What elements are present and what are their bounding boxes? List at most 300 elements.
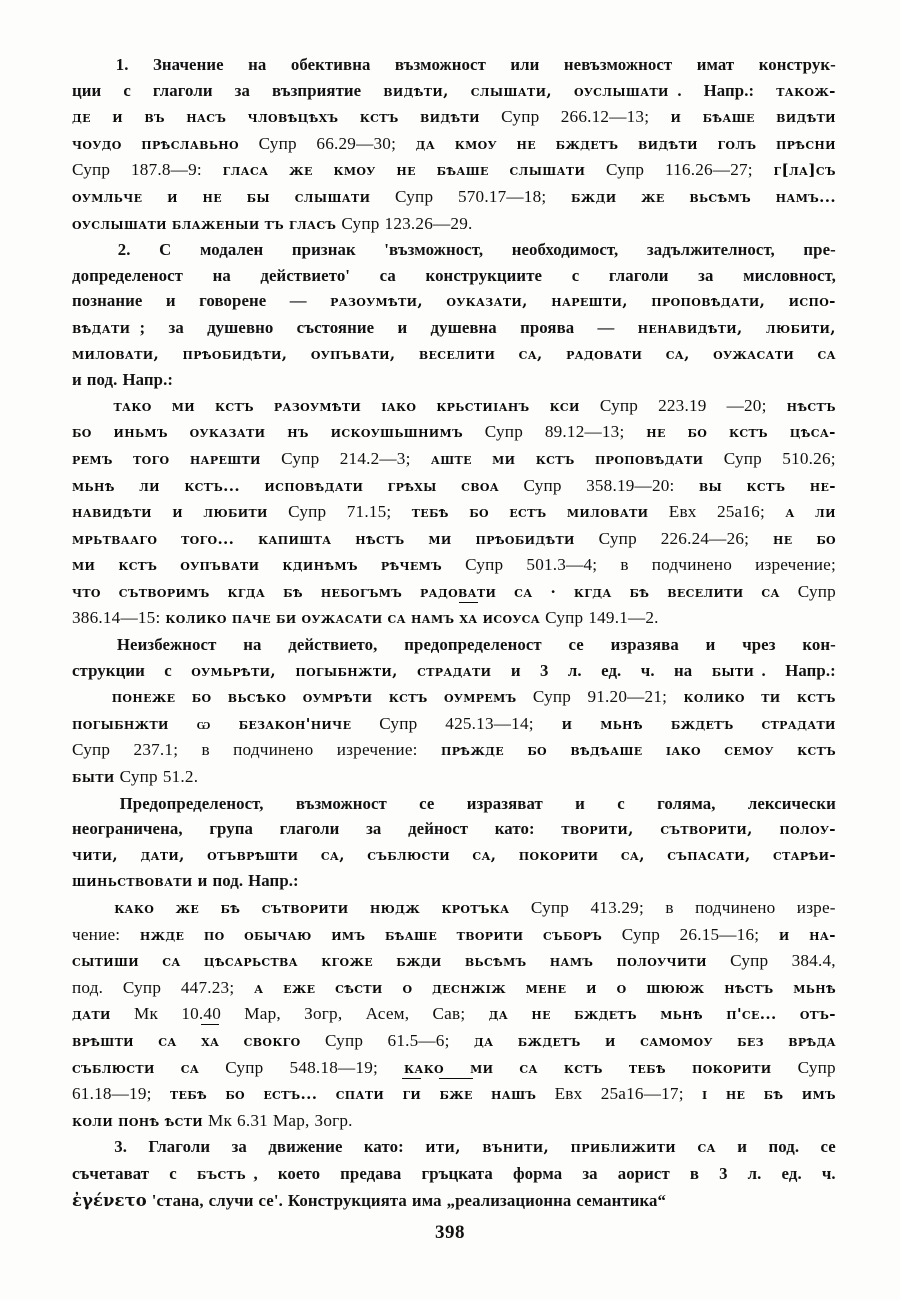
source-reference: 510.26;: [782, 448, 836, 468]
bulgarian-text: се: [820, 1137, 836, 1157]
source-reference: Супр: [484, 422, 523, 442]
source-reference: Евх: [668, 502, 697, 522]
bulgarian-text: действието': [260, 265, 351, 285]
ocs-citation-text: видѣти: [776, 108, 836, 127]
text-line: [72, 895, 836, 922]
source-reference: 358.19—20:: [586, 475, 675, 495]
bulgarian-text: на: [674, 660, 693, 680]
ocs-citation-text: вѣдѣаше: [570, 741, 643, 760]
text-line: [72, 288, 836, 315]
source-reference: Мар,: [244, 1004, 281, 1024]
ocs-citation-text: бо: [527, 741, 547, 760]
titlo-abbreviation: бже: [439, 1082, 472, 1108]
source-reference: подчинено: [651, 555, 733, 575]
ocs-citation-text: не-: [809, 476, 836, 495]
ocs-citation-text: сътворимъ: [118, 582, 210, 601]
ocs-citation-text: на-: [809, 925, 836, 944]
ocs-citation-text: имъ: [331, 925, 366, 944]
ocs-citation-text: паче: [231, 609, 272, 628]
ocs-citation-text: г[ла]съ: [773, 161, 836, 180]
source-reference: Супр: [621, 924, 661, 944]
ocs-citation-text: нюдж: [369, 899, 421, 917]
source-reference: Супр: [797, 1057, 836, 1077]
source-reference: 25а16—17;: [600, 1084, 684, 1104]
bulgarian-text: и: [165, 291, 176, 311]
source-reference: изре-: [796, 898, 836, 917]
bulgarian-text: 3.: [114, 1137, 127, 1157]
paragraph-section-predetermination: [72, 791, 836, 1135]
ocs-citation-text: навидѣти: [72, 503, 152, 522]
ocs-citation-text: бждетъ: [555, 134, 619, 153]
ocs-citation-text: бѣ: [220, 899, 241, 917]
ocs-citation-text: вьсѣмъ: [689, 187, 751, 206]
bulgarian-text: се'.: [258, 1190, 283, 1210]
ocs-citation-text: исповѣдати: [264, 476, 364, 495]
ocs-citation-text: кстъ: [563, 1058, 603, 1077]
source-reference: 425.13—14;: [445, 713, 534, 733]
ocs-citation-text: гласъ: [289, 214, 337, 233]
ocs-citation-text: шююж: [646, 978, 705, 997]
bulgarian-text: ч.: [821, 1163, 836, 1183]
ocs-citation-text: ми: [171, 396, 195, 415]
bulgarian-text: имат: [696, 55, 735, 74]
ocs-citation-text: са,: [518, 344, 543, 363]
ocs-citation-text: не: [646, 423, 666, 442]
bulgarian-text: възприятие: [271, 80, 362, 100]
bulgarian-text: пре-: [803, 240, 836, 260]
source-reference: 187.8—9:: [131, 160, 202, 180]
bulgarian-text: Значение: [152, 55, 224, 74]
bulgarian-text: душевно: [207, 317, 274, 337]
bulgarian-text: Напр.:: [248, 871, 299, 891]
ocs-citation-text: ιако: [381, 396, 417, 415]
bulgarian-text: състояние: [296, 317, 375, 337]
bulgarian-text: говорене: [199, 291, 267, 311]
ocs-citation-text: п'се...: [726, 1005, 777, 1024]
source-reference: Супр: [341, 213, 380, 233]
bulgarian-text: се: [419, 793, 435, 813]
source-reference: 123.26—29.: [384, 213, 473, 233]
ocs-citation-text: [402, 1082, 421, 1108]
bulgarian-text: глаголи: [152, 80, 213, 100]
ocs-citation-text: сытиши: [72, 952, 139, 971]
bulgarian-text: с: [169, 1163, 177, 1183]
source-reference: Супр: [797, 581, 836, 601]
ocs-citation-text: того: [133, 449, 170, 468]
ocs-citation-text: кдинѣмъ: [282, 556, 358, 575]
bulgarian-text: л.: [747, 1163, 762, 1183]
text-line: [72, 605, 836, 632]
ocs-citation-text: оуказати,: [446, 292, 528, 311]
bulgarian-text: и: [510, 660, 521, 680]
ocs-citation-text: имъ: [801, 1085, 836, 1104]
ocs-citation-text: не: [202, 187, 222, 206]
ocs-citation-text: би: [276, 609, 297, 628]
bulgarian-text: за: [366, 819, 382, 839]
ocs-citation-text: бждетъ: [670, 714, 734, 733]
ocs-citation-text: бжди: [396, 952, 442, 971]
source-reference: в: [665, 898, 674, 917]
source-reference: Супр: [523, 475, 562, 495]
ocs-citation-text: оужасати: [713, 344, 795, 363]
ocs-citation-text: са: [162, 952, 181, 971]
ocs-citation-text: ·: [550, 582, 557, 601]
ocs-citation-text: оупъвати,: [310, 344, 396, 363]
ocs-citation-text: кмоу: [333, 161, 376, 180]
bulgarian-text: ,: [253, 1163, 258, 1183]
ocs-citation-text: бѣ: [629, 582, 650, 601]
source-reference: Супр: [730, 951, 769, 971]
ocs-citation-text: кстъ: [797, 741, 836, 760]
paragraph-section-inevitability: [72, 632, 836, 791]
ocs-citation-text: нжде: [139, 925, 185, 944]
ocs-citation-text: мьнѣ: [72, 476, 115, 495]
ocs-citation-text: са: [697, 1138, 716, 1157]
ocs-citation-text: отъврѣшти: [207, 845, 299, 864]
ocs-citation-text: по: [203, 925, 225, 944]
bulgarian-text: обективна: [290, 55, 371, 74]
ocs-citation-text: намъ: [549, 952, 594, 971]
ocs-citation-text: крьстиιанъ: [436, 396, 530, 415]
ocs-citation-text: грѣхы: [387, 476, 437, 495]
text-line: [72, 367, 836, 393]
ocs-citation-text: ли: [139, 476, 160, 495]
ocs-citation-text: кстъ: [729, 423, 768, 442]
ocs-citation-text: ти: [761, 688, 781, 707]
ocs-citation-text: нарешти,: [551, 292, 628, 311]
bulgarian-text: кон-: [802, 635, 836, 655]
ocs-citation-text: са: [761, 582, 780, 601]
bulgarian-text: на: [243, 635, 262, 655]
source-reference: в: [201, 740, 210, 760]
bulgarian-text: признак: [291, 240, 356, 260]
bulgarian-text: —: [597, 317, 615, 337]
source-reference: Асем,: [365, 1004, 410, 1024]
text-line: [72, 1188, 836, 1214]
bulgarian-text: на: [248, 55, 267, 74]
ocs-citation-text: любити,: [765, 318, 836, 337]
ocs-citation-text: са: [387, 609, 406, 628]
source-reference: Супр: [72, 160, 111, 180]
text-line: [72, 816, 836, 843]
text-line: [72, 711, 836, 738]
bulgarian-text: проява: [520, 317, 575, 337]
source-reference: Мк: [207, 1110, 233, 1130]
bulgarian-text: 'стана,: [151, 1190, 204, 1210]
ocs-citation-text: бы: [246, 187, 270, 206]
text-line: [72, 499, 836, 526]
ocs-citation-text: да: [415, 134, 436, 153]
ocs-citation-text: съблюсти: [367, 845, 450, 864]
ocs-citation-text: са: [180, 1058, 200, 1077]
ocs-citation-text: ити,: [425, 1138, 461, 1157]
source-reference: 71.15;: [346, 502, 392, 522]
bulgarian-text: за: [234, 80, 250, 100]
ocs-citation-text: спати: [335, 1085, 385, 1104]
source-reference: 548.18—19;: [289, 1057, 378, 1077]
ocs-citation-text: не: [725, 1085, 746, 1104]
source-reference: Евх: [554, 1084, 583, 1104]
ocs-citation-text: бѣаше: [384, 925, 438, 944]
paragraph-section-2: [72, 237, 836, 632]
source-reference: 25а16;: [716, 502, 765, 522]
ocs-citation-text: кстъ: [359, 108, 399, 127]
bulgarian-text: „реализационна: [446, 1190, 572, 1210]
ocs-citation-text: старѣи-: [772, 845, 836, 864]
text-line: [72, 1028, 836, 1055]
ocs-citation-text: кстъ...: [184, 476, 240, 495]
ocs-citation-text: оуслышати: [573, 81, 669, 100]
ocs-citation-text: ли: [815, 503, 836, 522]
greek-text: ἐγένετο: [72, 1190, 147, 1210]
bulgarian-text: за: [168, 317, 184, 337]
ocs-citation-text: мьнѣ: [660, 1005, 703, 1024]
bulgarian-text: или: [510, 55, 540, 74]
ocs-citation-text: вѣдати: [72, 318, 131, 337]
bulgarian-text: действието,: [288, 635, 378, 655]
ocs-citation-text: блаженыи: [171, 214, 260, 233]
ocs-citation-text: тебѣ: [411, 503, 449, 522]
text-line: [72, 843, 836, 869]
ocs-citation-text: також-: [776, 81, 836, 100]
ocs-citation-text: нѣстъ: [355, 529, 405, 548]
source-reference: Супр: [395, 186, 434, 206]
ocs-citation-text: любити: [203, 503, 268, 522]
ocs-citation-text: деснжιж: [432, 978, 506, 997]
source-reference: Супр: [225, 1057, 264, 1077]
ocs-citation-text: бъстъ: [196, 1164, 246, 1183]
bulgarian-text: ч.: [640, 660, 655, 680]
ocs-citation-text: мьнѣ: [600, 714, 643, 733]
source-reference: подчинено: [233, 740, 314, 760]
ocs-citation-text: насъ: [186, 108, 227, 127]
ocs-citation-text: видѣти: [419, 108, 480, 127]
bulgarian-text: —: [289, 291, 307, 311]
ocs-citation-text: кгда: [227, 582, 266, 601]
ocs-citation-text: капишта: [258, 529, 332, 548]
ocs-citation-text: са,: [320, 845, 345, 864]
ocs-citation-text: же: [641, 187, 665, 206]
page-number: 398: [435, 1222, 465, 1243]
ocs-citation-text: кстъ: [118, 556, 158, 575]
text-line: [72, 922, 836, 949]
bulgarian-text: с: [571, 265, 580, 285]
ocs-citation-text: вънити,: [482, 1138, 550, 1157]
bulgarian-text: конструкциите: [425, 265, 543, 285]
ocs-citation-text: веселити: [418, 344, 496, 363]
bulgarian-text: невъзможност: [563, 55, 673, 74]
ocs-citation-text: творити,: [561, 820, 634, 839]
source-reference: подчинено: [695, 898, 776, 917]
ocs-citation-text: чловѣцѣхъ: [247, 108, 339, 127]
ocs-citation-text: дати,: [140, 845, 185, 864]
ocs-citation-text: искоушьшнимъ: [330, 423, 463, 442]
bulgarian-text: възможност: [295, 793, 387, 813]
bulgarian-text: изразяват: [466, 793, 543, 813]
ocs-citation-text: намъ...: [775, 187, 836, 206]
ocs-citation-text: съборъ: [543, 925, 603, 944]
ocs-citation-text: веселити: [667, 582, 744, 601]
source-reference: 91.20—21;: [587, 687, 668, 707]
ocs-citation-text: ми: [72, 556, 96, 575]
ocs-citation-text: и: [670, 108, 682, 127]
text-line: [72, 131, 836, 158]
ocs-citation-text: са,: [620, 845, 645, 864]
ocs-citation-text: чоудо: [72, 134, 122, 153]
ocs-citation-text: тебѣ: [169, 1085, 207, 1104]
source-reference: 384.4,: [791, 951, 836, 971]
source-reference: Супр: [72, 740, 111, 760]
ocs-citation-text: вьсѣко: [227, 688, 287, 707]
ocs-citation-text: о: [616, 978, 627, 997]
bulgarian-text: с: [164, 660, 172, 680]
source-reference: 51.2.: [162, 767, 199, 787]
ocs-citation-text: намъ: [410, 609, 455, 628]
source-reference: Супр: [288, 502, 327, 522]
bulgarian-text: струкции: [72, 660, 145, 680]
ocs-citation-text: кротъка: [441, 899, 510, 917]
ocs-citation-text: съблюсти: [72, 1058, 155, 1077]
ocs-citation-text: прѣобидѣти,: [182, 344, 288, 363]
bulgarian-text: ции: [72, 80, 102, 100]
ocs-citation-text: семоу: [724, 741, 774, 760]
ocs-citation-text: ι: [702, 1085, 708, 1104]
text-line: [72, 211, 836, 238]
bulgarian-text: форма: [512, 1163, 563, 1183]
ocs-citation-text: оумльче: [72, 187, 143, 206]
source-reference: Мар,: [272, 1110, 310, 1130]
text-line: [72, 184, 836, 211]
ocs-citation-text: быти: [711, 661, 755, 680]
text-line: [72, 342, 836, 368]
bulgarian-text: с: [123, 80, 131, 100]
ocs-citation-text: и: [112, 108, 123, 127]
bulgarian-text: чрез: [742, 635, 776, 655]
text-line: [72, 975, 836, 1002]
ocs-citation-text: кстъ: [746, 476, 786, 495]
ocs-citation-text: голъ: [717, 134, 757, 153]
paragraph-section-1: [72, 52, 836, 237]
ocs-citation-text: видѣти,: [383, 81, 449, 100]
text-line: [72, 764, 836, 791]
bulgarian-text: за: [231, 1137, 247, 1157]
text-line: [72, 104, 836, 131]
ocs-citation-text: нашъ: [491, 1085, 537, 1104]
source-reference: 66.29—30;: [316, 133, 397, 153]
ocs-citation-text: прѣжде: [440, 741, 504, 760]
text-line: [72, 52, 836, 78]
source-reference: 89.12—13;: [544, 422, 625, 442]
ocs-citation-text: кстъ: [388, 688, 428, 707]
ocs-citation-text: кстъ: [215, 396, 254, 415]
ocs-citation-text: кгда: [573, 582, 612, 601]
ocs-citation-text: полоу-: [779, 820, 836, 839]
bulgarian-text: като:: [363, 1137, 404, 1157]
titlo-abbreviation: ха: [459, 606, 477, 632]
ocs-citation-text: бѣаше: [702, 108, 755, 127]
ocs-citation-text: [439, 1082, 472, 1108]
source-reference: 214.2—3;: [339, 448, 411, 468]
text-line: [72, 78, 836, 105]
bulgarian-text: дейност: [408, 819, 469, 839]
text-line: [72, 1001, 836, 1028]
text-line: [72, 684, 836, 711]
ocs-citation-text: мьнѣ: [793, 978, 836, 997]
ocs-citation-text: не: [531, 1005, 551, 1024]
text-line: [72, 1081, 836, 1108]
source-reference: Супр: [530, 898, 570, 917]
bulgarian-text: като:: [494, 819, 535, 839]
ocs-citation-text: сѣсти: [335, 978, 383, 997]
bulgarian-text: допределеност: [72, 265, 183, 285]
source-reference: —20;: [726, 395, 767, 415]
source-reference: Зогр.: [314, 1110, 353, 1130]
ocs-citation-text: бѣаше: [436, 161, 489, 180]
ocs-citation-text: колико: [683, 688, 745, 707]
bulgarian-text: необходимост,: [511, 240, 619, 260]
bulgarian-text: неограничена,: [72, 819, 183, 839]
source-reference: Мк: [134, 1004, 159, 1024]
source-reference: Супр: [545, 608, 584, 628]
ocs-citation-text: иньмъ: [113, 423, 168, 442]
source-reference: Супр: [122, 977, 162, 997]
ocs-citation-text: покорити: [691, 1058, 772, 1077]
ocs-citation-text: радовати: [566, 344, 643, 363]
source-reference: 223.19: [658, 395, 707, 415]
ocs-citation-text: тъ: [264, 214, 284, 233]
ocs-citation-text: еже: [283, 978, 316, 997]
ocs-citation-text: бѣ: [763, 1085, 784, 1104]
bulgarian-text: 1.: [115, 55, 129, 74]
ocs-citation-text: естъ...: [263, 1085, 318, 1104]
ocs-citation-text: понѣ: [118, 1111, 160, 1130]
ocs-citation-text: нѣстъ: [724, 978, 774, 997]
text-line: [72, 1134, 836, 1161]
bulgarian-text: предопределеност: [404, 635, 542, 655]
bulgarian-text: с: [617, 793, 625, 813]
source-reference: Супр: [599, 395, 639, 415]
ocs-citation-text: бо: [469, 503, 489, 522]
ocs-citation-text: понеже: [111, 688, 176, 707]
ocs-citation-text: чити,: [72, 845, 119, 864]
ocs-citation-text: же: [175, 899, 200, 917]
bulgarian-text: .: [677, 80, 682, 100]
text-line: [72, 1108, 836, 1135]
text-line: [72, 157, 836, 184]
paragraph-section-3: [72, 1134, 836, 1213]
ocs-citation-text: ѡ: [196, 714, 211, 733]
bulgarian-text: глаголи: [279, 819, 340, 839]
bulgarian-text: Предопределеност,: [119, 793, 264, 813]
text-line: [72, 868, 836, 895]
ocs-citation-text: въ: [144, 108, 165, 127]
ocs-citation-text: бо: [191, 688, 212, 707]
ocs-citation-text: шиньствовати: [72, 872, 193, 891]
bulgarian-text: мисловност,: [743, 265, 836, 285]
ocs-citation-text: де: [72, 108, 91, 127]
ocs-citation-text: оуслышати: [72, 214, 167, 233]
text-line: [72, 263, 836, 289]
bulgarian-text: Напр.:: [122, 370, 174, 390]
source-reference: 226.24—26;: [660, 528, 750, 548]
bulgarian-text: ;: [139, 317, 146, 337]
ocs-citation-text: отъ-: [799, 1005, 836, 1024]
ocs-citation-text: миловати: [566, 503, 649, 522]
bulgarian-text: .: [761, 660, 766, 680]
ocs-citation-text: гласа: [222, 161, 269, 180]
source-reference: 570.17—18;: [457, 186, 547, 206]
ocs-citation-text: и: [604, 1031, 616, 1050]
